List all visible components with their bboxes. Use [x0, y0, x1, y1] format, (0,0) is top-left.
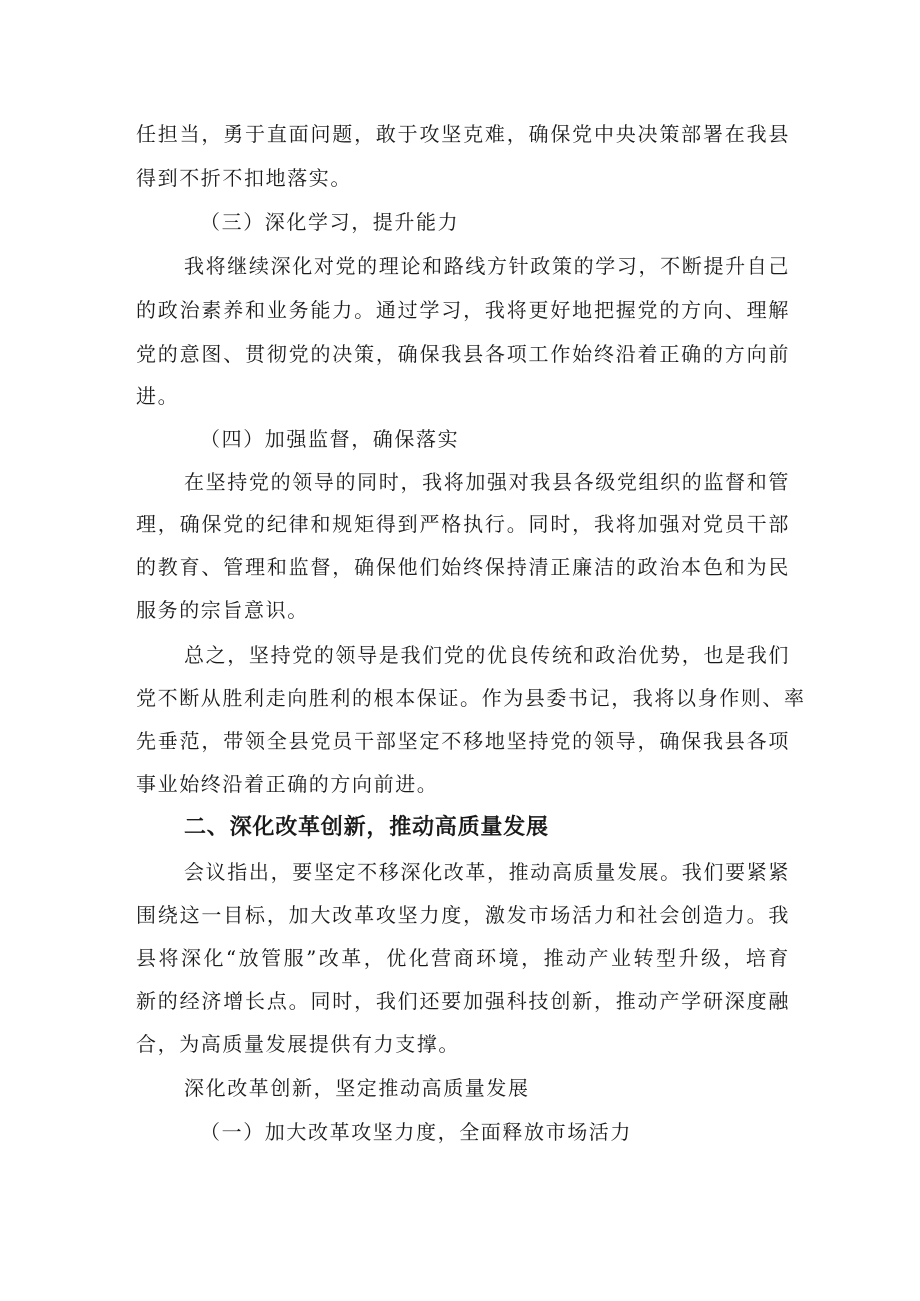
paragraph-line: 会议指出，要坚定不移深化改革，推动高质量发展。我们要紧紧: [184, 860, 790, 884]
paragraph-line: 事业始终沿着正确的方向前进。: [136, 772, 439, 796]
paragraph-line: 深化改革创新，坚定推动高质量发展: [184, 1076, 530, 1100]
paragraph-line: 先垂范，带领全县党员干部坚定不移地坚持党的领导，确保我县各项: [136, 729, 790, 753]
paragraph-line: 新的经济增长点。同时，我们还要加强科技创新，推动产学研深度融: [136, 989, 790, 1013]
section-heading: 二、深化改革创新，推动高质量发展: [184, 815, 549, 840]
paragraph-line: 得到不折不扣地落实。: [136, 166, 352, 190]
paragraph-line: 总之，坚持党的领导是我们党的优良传统和政治优势，也是我们: [184, 643, 790, 667]
paragraph-line: 党的意图、贯彻党的决策，确保我县各项工作始终沿着正确的方向前: [136, 342, 790, 366]
paragraph-line: 围绕这一目标，加大改革攻坚力度，激发市场活力和社会创造力。我: [136, 903, 790, 927]
subsection-heading-4: （四）加强监督，确保落实: [200, 427, 460, 451]
paragraph-line: 在坚持党的领导的同时，我将加强对我县各级党组织的监督和管: [184, 470, 790, 494]
paragraph-line: 服务的宗旨意识。: [136, 598, 309, 622]
paragraph-line: 进。: [136, 384, 180, 408]
paragraph-line: 任担当，勇于直面问题，敢于攻坚克难，确保党中央决策部署在我县: [136, 122, 790, 146]
paragraph-line: 县将深化“放管服”改革，优化营商环境，推动产业转型升级，培育: [136, 946, 790, 970]
paragraph-line: 的教育、管理和监督，确保他们始终保持清正廉洁的政治本色和为民: [136, 555, 790, 579]
paragraph-line: 理，确保党的纪律和规矩得到严格执行。同时，我将加强对党员干部: [136, 512, 790, 536]
paragraph-line: 我将继续深化对党的理论和路线方针政策的学习，不断提升自己: [184, 254, 790, 278]
subsection-heading-1: （一）加大改革攻坚力度，全面释放市场活力: [200, 1120, 632, 1144]
subsection-heading-3: （三）深化学习，提升能力: [200, 210, 460, 234]
paragraph-line: 的政治素养和业务能力。通过学习，我将更好地把握党的方向、理解: [136, 298, 790, 322]
paragraph-line: 党不断从胜利走向胜利的根本保证。作为县委书记，我将以身作则、率: [136, 686, 806, 710]
paragraph-line: 合，为高质量发展提供有力支撑。: [136, 1032, 460, 1056]
